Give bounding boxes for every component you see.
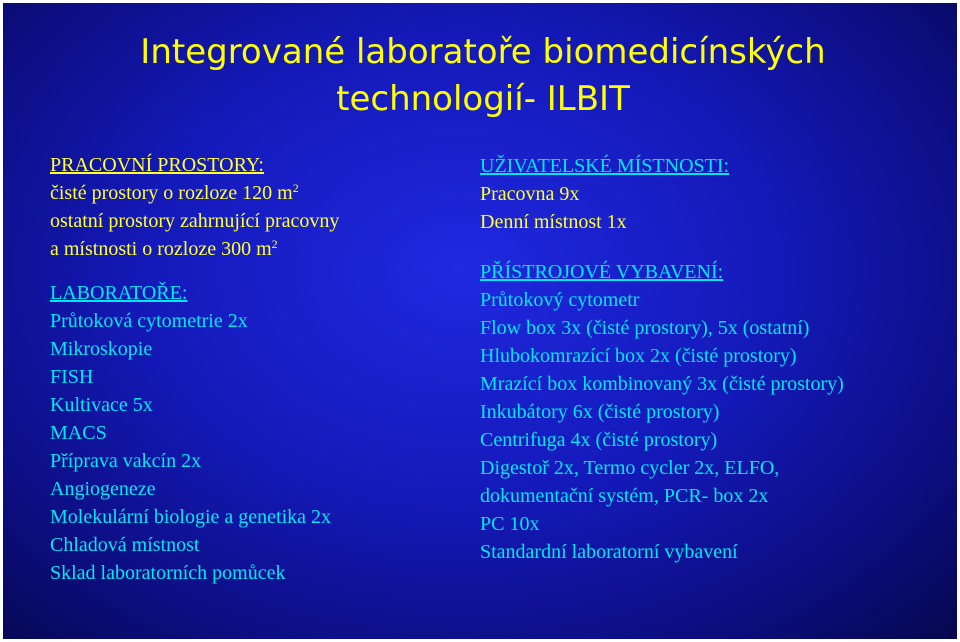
list-item: Mrazící box kombinovaný 3x (čisté prostory) (480, 373, 844, 395)
prostory-line (50, 179, 339, 207)
spacer (50, 263, 339, 279)
list-item: Chladová místnost (50, 534, 200, 556)
list-item: Pracovna 9x (480, 183, 580, 205)
list-item: Hlubokomrazící box 2x (čisté prostory) (480, 345, 797, 367)
section-heading-prostory: PRACOVNÍ PROSTORY: (50, 154, 264, 176)
section-heading-vybaveni: PŘÍSTROJOVÉ VYBAVENÍ: (480, 261, 724, 283)
list-item: MACS (50, 422, 107, 444)
list-item: dokumentační systém, PCR- box 2x (480, 485, 769, 507)
list-item: Sklad laboratorních pomůcek (50, 562, 286, 584)
slide-title-line2: technologií- ILBIT (336, 79, 630, 119)
prostory-line-text: čisté prostory o rozloze 120 m (50, 182, 293, 204)
list-item: Molekulární biologie a genetika 2x (50, 506, 332, 528)
list-item: PC 10x (480, 513, 540, 535)
list-item: FISH (50, 366, 94, 388)
superscript: 2 (292, 181, 299, 195)
list-item: Centrifuga 4x (čisté prostory) (480, 429, 718, 451)
section-heading-laboratore: LABORATOŘE: (50, 282, 188, 304)
list-item: Inkubátory 6x (čisté prostory) (480, 401, 720, 423)
slide-title-line1: Integrované laboratoře biomedicínských (140, 32, 826, 72)
section-heading-mistnosti: UŽIVATELSKÉ MÍSTNOSTI: (480, 155, 730, 177)
list-item: Angiogeneze (50, 478, 156, 500)
prostory-line (50, 235, 339, 263)
spacer (480, 236, 844, 258)
prostory-line: ostatní prostory zahrnující pracovny (50, 210, 340, 232)
list-item: Flow box 3x (čisté prostory), 5x (ostatní) (480, 317, 810, 339)
list-item: Denní místnost 1x (480, 211, 627, 233)
left-column (50, 151, 339, 587)
list-item: Standardní laboratorní vybavení (480, 541, 738, 563)
list-item: Průtokový cytometr (480, 289, 640, 311)
list-item: Průtoková cytometrie 2x (50, 310, 248, 332)
list-item: Mikroskopie (50, 338, 153, 360)
right-column (480, 152, 844, 566)
list-item: Kultivace 5x (50, 394, 153, 416)
list-item: Příprava vakcín 2x (50, 450, 202, 472)
list-item: Digestoř 2x, Termo cycler 2x, ELFO, (480, 457, 780, 479)
superscript: 2 (271, 237, 278, 251)
prostory-line-text: a místnosti o rozloze 300 m (50, 238, 272, 260)
